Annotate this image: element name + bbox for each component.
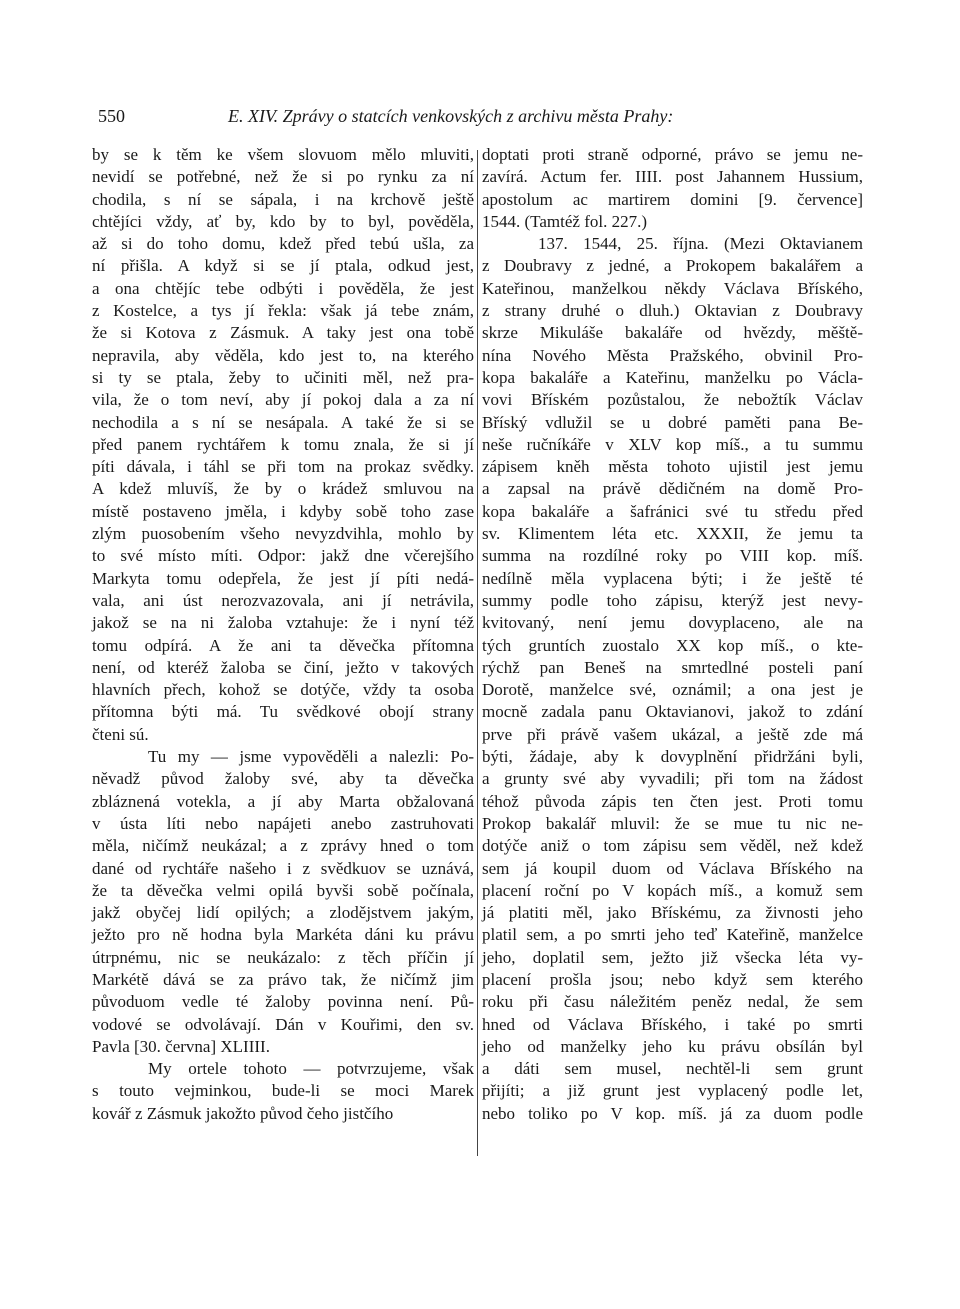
text-line: summy podle toho zápisu, kterýž jest nevy-: [482, 590, 863, 610]
text-line: Prokop bakalář mluvil: že se mue tu nic ne-: [482, 813, 863, 833]
text-line: kovář z Zásmuk jakožto původ čeho jistčího: [92, 1103, 394, 1123]
text-line: hned od Václava Bříského, i také po smrti: [482, 1014, 863, 1034]
text-line: vovi Bříském pozůstalou, že nebožtík Václav: [482, 390, 863, 410]
text-line: vila, že o tom neví, aby jí pokoj dala a za ní: [92, 390, 474, 410]
text-line: čteni sú.: [92, 724, 149, 744]
text-line: Bříský vdlužil se u dobré paměti pana Be-: [482, 412, 863, 432]
text-line: sv. Klimentem léta etc. XXXII, že jemu ta: [482, 524, 863, 544]
text-line: doptati proti straně odporné, právo se jemu ne-: [482, 145, 863, 164]
text-line: to své místo míti. Odpor: jakž dne včerejšího: [92, 546, 474, 566]
text-line: jakž obyčej lidí opilých; a zlodějstvem jakým,: [92, 903, 474, 923]
text-line: vala, ani úst nerozvazovala, ani jí netrávila,: [92, 590, 474, 610]
text-line: kvitovaný, není jemu dovyplaceno, ale na: [482, 613, 863, 633]
page-header: [98, 100, 862, 132]
text-line: ježto pro ně hodna byla Markéta dáni ku právu: [92, 925, 474, 945]
text-line: nepravila, aby věděla, kdo jest to, na kterého: [92, 345, 474, 365]
text-line: z Kostelce, a tys jí řekla: však já tebe znám,: [92, 301, 474, 321]
right-text-column: [482, 144, 863, 1125]
text-line: tomu odpírá. A že ani ta děvečka přítomna: [92, 635, 474, 655]
text-line: zlým puosobením všeho nevyzdvihla, mohlo by: [92, 524, 474, 544]
text-line: My ortele tohoto — potvrzujeme, však: [148, 1059, 474, 1079]
text-line: neše ručníkáře v XLV kop míš., a tu summu: [482, 434, 863, 454]
page-number: 550: [98, 106, 125, 126]
text-line: z Doubravy z jedné, a Prokopem bakalářem a: [482, 256, 863, 276]
text-line: skrze Mikuláše bakaláře od hvězdy, měště-: [482, 323, 863, 343]
text-line: měla, ničímž neukázal; a z zprávy hned o tom: [92, 836, 474, 856]
text-line: ní přišla. A když si se jí ptala, odkud jest,: [92, 256, 474, 276]
text-line: nína Nového Města Pražského, obvinil Pro-: [482, 345, 863, 365]
text-line: nedílně měla vyplacena býti; i že ještě té: [482, 568, 863, 588]
text-line: dané od rychtáře našeho i z svědkuov se uznává,: [92, 858, 474, 878]
text-line: 1544. (Tamtéž fol. 227.): [482, 211, 647, 231]
text-line: dotýče aniž o tom zápisu sem věděl, než kdež: [482, 836, 863, 856]
text-line: tých gruntích zuostalo XX kop míš., o kte-: [482, 635, 863, 655]
text-line: nevidí se potřebné, než že si po rynku za ní: [92, 167, 474, 187]
text-line: Tu my — jsme vypověděli a nalezli: Po-: [148, 747, 474, 767]
text-line: zbláznená votekla, a jí aby Marta obžalovaná: [92, 791, 474, 811]
text-line: placení prošla jsou; nebo když sem kterého: [482, 969, 863, 989]
text-line: není, od kteréž žaloba se činí, ježto v takových: [92, 657, 474, 677]
text-line: a zapsal na právě dědičném na domě Pro-: [482, 479, 863, 499]
text-line: přijíti; a již grunt jest vyplacený podle let,: [482, 1081, 863, 1101]
text-line: Pavla [30. června] XLIIII.: [92, 1036, 270, 1056]
left-text-column: [92, 144, 474, 1125]
text-line: já platiti měl, jako Břískému, za živnosti jeho: [482, 903, 863, 923]
text-line: s touto vejminkou, bude-li se moci Marek: [92, 1081, 474, 1101]
text-line: jeho, doplatil sem, ježto již všecka léta vy-: [482, 947, 863, 967]
text-line: roku při času náležitém peněz nedal, že sem: [482, 992, 863, 1012]
text-line: by se k těm ke všem slovuom mělo mluviti,: [92, 145, 474, 164]
text-line: jeho od manželky jeho ku právu obsílán byl: [482, 1036, 863, 1056]
text-line: chodila, s ní se sápala, i na krchově ještě: [92, 189, 474, 209]
text-line: chtějíci vždy, ať by, kdo by to byl, pověděla,: [92, 211, 474, 231]
text-line: přítomna býti má. Tu svědkové obojí strany: [92, 702, 474, 722]
text-line: Markyta tomu odepřela, že jest jí píti nedá-: [92, 568, 474, 588]
text-line: rýchž pan Beneš na smrtedlné posteli paní: [482, 657, 863, 677]
running-title: E. XIV. Zprávy o statcích venkovských z archivu města Prahy:: [228, 106, 674, 126]
text-line: platil sem, a po smrti jeho teď Kateřině, manželce: [482, 925, 863, 945]
text-line: kopa bakaláře a Kateřinu, manželku po Václa-: [482, 367, 863, 387]
text-line: A kdež mluvíš, že by o krádež smluvou na: [92, 479, 474, 499]
text-line: Dorotě, manželce své, oznámil; a ona jest je: [482, 680, 863, 700]
text-line: v ústa líti nebo napájeti anebo zastruhovati: [92, 813, 474, 833]
text-line: apostolum ac martirem domini [9. července]: [482, 189, 863, 209]
text-line: summa na rozdílné roky po VIII kop. míš.: [482, 546, 863, 566]
text-line: hlavních přech, kohož se dotýče, vždy ta osoba: [92, 680, 474, 700]
text-line: si ty se ptala, žeby to učiniti měl, než pra-: [92, 367, 474, 387]
column-divider: [477, 150, 478, 1156]
text-line: 137. 1544, 25. října. (Mezi Oktavianem: [538, 234, 863, 254]
text-line: píti dávala, i táhl se při tom na prokaz svědky.: [92, 457, 474, 477]
text-line: že si Kotova z Zásmuk. A taky jest ona tobě: [92, 323, 474, 343]
text-line: původuom vedle té žaloby povinna není. Pů-: [92, 992, 474, 1012]
text-line: před panem rychtářem k tomu znala, že si jí: [92, 434, 474, 454]
text-line: zápisem kněh města tohoto ujistil jest jemu: [482, 457, 863, 477]
text-line: jakož se na ni žaloba vztahuje: že i nyní též: [92, 613, 474, 633]
text-line: až si do toho domu, kdež před tebú ušla, za: [92, 234, 474, 254]
text-line: nechodila a s ní se nesápala. A také že si se: [92, 412, 474, 432]
text-line: mocně zadala panu Oktavianovi, jakož to zdání: [482, 702, 863, 722]
text-line: nebo toliko po V kop. míš. já za duom podle: [482, 1103, 863, 1123]
text-line: útrpnému, nic se neukázalo: z těch příčin jí: [92, 947, 474, 967]
text-line: sem já koupil duom od Václava Bříského na: [482, 858, 863, 878]
text-line: z strany druhé o dluh.) Oktavian z Doubravy: [482, 301, 863, 321]
text-line: téhož původa zápis ten čten jest. Proti tomu: [482, 791, 863, 811]
text-line: prve při právě vašem ukázal, a ještě zde má: [482, 724, 863, 744]
text-line: něvadž původ žaloby své, aby ta děvečka: [92, 769, 474, 789]
text-line: kopa bakaláře a šafránici své tu středu před: [482, 501, 863, 521]
text-line: býti, žádaje, aby k dovyplnění přidržáni byli,: [482, 747, 863, 767]
text-line: Markétě dává se za právo tak, že ničímž jim: [92, 969, 474, 989]
text-line: a ona chtějíc tebe odbýti i pověděla, že jest: [92, 278, 474, 298]
text-line: a grunty své aby vyvadili; při tom na žádost: [482, 769, 863, 789]
text-line: Kateřinou, manželkou někdy Václava Bříského,: [482, 278, 863, 298]
text-line: místě postaveno jměla, i kdyby sobě toho zase: [92, 501, 474, 521]
text-line: a dáti sem musel, nechtěl-li sem grunt: [482, 1059, 863, 1079]
text-line: zavírá. Actum fer. IIII. post Jahannem Hussium,: [482, 167, 863, 187]
text-line: že ta děvečka velmi opilá byvši sobě počínala,: [92, 880, 474, 900]
text-line: placení roční po V kopách míš., a komuž sem: [482, 880, 863, 900]
text-line: vodové se odvolávají. Dán v Kouřimi, den sv.: [92, 1014, 474, 1034]
